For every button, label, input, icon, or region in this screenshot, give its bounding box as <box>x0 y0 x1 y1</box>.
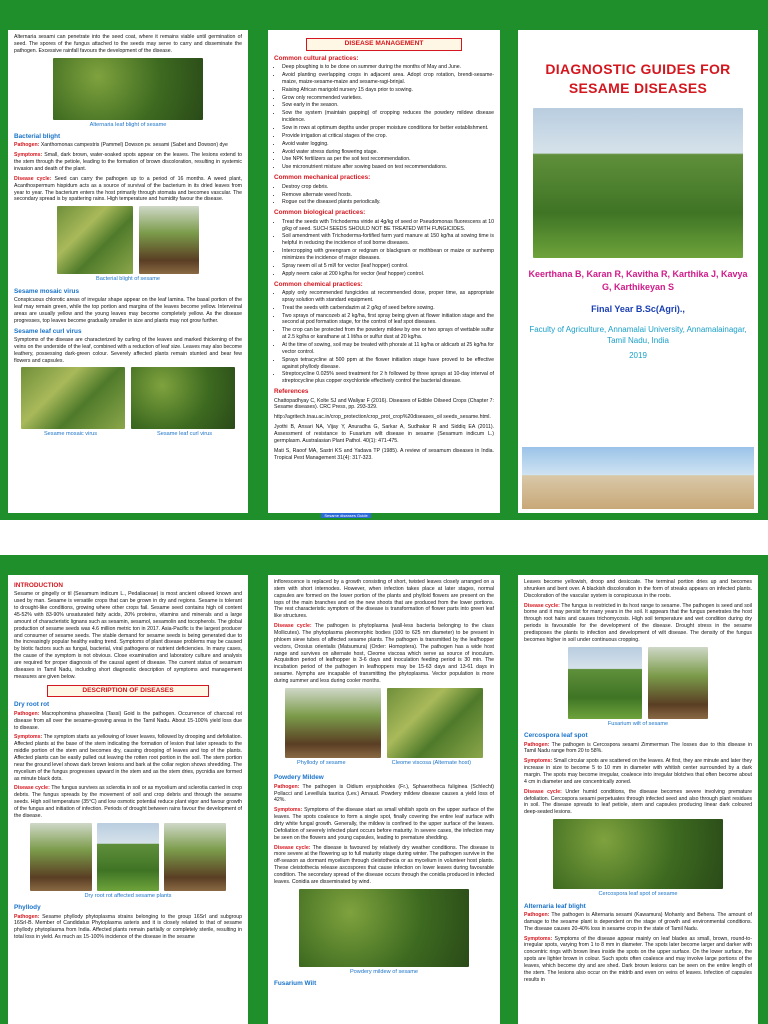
list-item: • Treat the seeds with carbendazim at 2 g/kg of seed before sowing. <box>282 305 494 312</box>
caption-alternaria: Alternaria leaf blight of sesame <box>89 121 167 128</box>
list-item: • Provide irrigation at critical stages of the crop. <box>282 133 494 140</box>
list-item: • Treat the seeds with Trichoderma viride at 4g/kg of seed or Pseudomonas fluorescens at 10 g/kg of seed. SUCH SEEDS SHOULD NOT BE TREATED WITH FUNGICIDES. <box>282 219 494 233</box>
list-item: • Sow the system (maintain gapping) of cropping reduces the powdery mildew disease incidence. <box>282 110 494 124</box>
biological-title: Common biological practices: <box>274 209 366 217</box>
bacterial-blight-title: Bacterial blight <box>14 132 61 140</box>
cultural-list <box>274 64 494 171</box>
caption-leaf-curl: Sesame leaf curl virus <box>157 431 213 438</box>
panel-cover <box>518 30 758 513</box>
bacterial-blight-photo-2 <box>139 206 199 274</box>
page-gap <box>0 520 768 555</box>
panel-phyllody-powdery <box>268 575 500 1024</box>
list-item: • The crop can be protected from the powdery mildew by one or two sprays of wettable sulfur at 2.5 kg/ha or karathane at 1 lit/ha or sulfur dust at 20 kg/ha. <box>282 327 494 341</box>
list-item: • Avoid water stress during flowering stage. <box>282 149 494 156</box>
caption-mosaic: Sesame mosaic virus <box>43 431 98 438</box>
list-item: • Intercropping with greengram or redgram or blackgram or mothbean or maize or sunhemp minimizes the incidence of major diseases. <box>282 248 494 262</box>
mosaic-text: Conspicuous chlorotic areas of irregular shape appear on the leaf lamina. The basal portion of the leaf may remain green, while the top portion and margins of the leaves become yellow. Interveinal areas are usually yellow and the young leaves may become completely yellow. As the disease progresses, top leaves become gradually smaller in size and plants may not grow further. <box>14 297 242 324</box>
dry-pathogen: Pathogen: Macrophomina phaseolina (Tassi) Goid is the pathogen. Occurrence of charcoal rot disease from all over the sesame-growing areas in the Tamil Nadu. About 15-100% yield loss due to disease. <box>14 710 242 731</box>
introduction-text: Sesame or gingelly or til (Sesamum indicum L., Pedaliaceae) is most ancient oilseed known and used by man. Sesame is versatile crops that can be grown in dry and regions. Sesame is tolerant to drought-like conditions, growing where other crops fail. Sesame seed contains high oil content 45-52% with 83-90% unsaturated fatty acids, 20% proteins, vitamins and minerals and a large amount of characteristic lignans such as sesamin, sesamol, sesamolin and tocopherols. The global production of sesame seeds was 4.6 million metric ton in 2017. Asia-Pacific is the largest producer and consumer of sesame seeds. The stable demand for sesame seeds is being generated due to the increasingly popular healthy eating trend. Symptoms of plant disease problems may be caused by biotic factors such as fungal, bacterial, viral pathogens or nutrient deficiencies. In many cases, the cause of the symptom is not obvious. Close examination and laboratory culture and analysis are required for proper diagnosis of the causal agent of disease. The current status of sesamum diseases in Tamil Nadu, including short diagnostic description of symptoms and management measures are given below. <box>14 591 242 680</box>
cerco-pathogen: Pathogen: The pathogen is Cercospora sesami Zimmerman The losses due to this disease in Tamil Nadu range from 20 to 58%. <box>524 741 752 755</box>
bb-cycle: Disease cycle: Seed can carry the pathogen up to a period of 16 months. A weed plant, Acanthospermum hispidum acts as a source of survival of the bacterium in its dried leaves from year to year. The bacterium enters the host primarily through stomata and becomes vascular. The secondary spread is by spattering rains. High temperature and humidity favour the disease. <box>14 175 242 203</box>
alternaria-continuation: Alternaria sesami can penetrate into the seed coat, where it remains viable until germination of seed. The spores of the fungus attached to the seeds may serve to carry and disseminate the pathogen. Excessive rainfall favours the development of the disease. <box>14 34 242 54</box>
fusarium-continuation: Leaves become yellowish, droop and desiccate. The terminal portion dries up and becomes shrunken and bent over. A blackish discoloration in the form of streaks appears on infected plants. Discoloration of the vascular system is conspicuous in the roots. <box>524 579 752 599</box>
dry-symptoms: Symptoms: The symptom starts as yellowing of lower leaves, followed by drooping and defoliation. Affected plants at the base of the stem indicating the formation of lesion that later spreads to the middle portion of the stem and becomes dry, causing drooping of leaves and top of the plants. Affected plants can be easily pulled out leaving the rotten root portion in the soil. The stem portion near the ground level shows dark brown lesions and bark at the collar region shows shredding. The mycelium of the fungus progresses upward in the stem and as the stem dries, pycnidia are formed as minute black dots. <box>14 734 242 782</box>
reference-item: Chattopadhyay C, Kolte SJ and Waliyar F (2016). Diseases of Edible Oilseed Crops (Chapter 7: Sesame diseases). CRC Press, pp. 293-329. <box>274 397 494 411</box>
list-item: • Raising African marigold nursery 15 days prior to sowing. <box>282 87 494 94</box>
fusarium-cycle: Disease cycle: The fungus is restricted in its host range to sesame. The pathogen is seed and soil borne and it may persist for many years in the soil. It appears that the fungus penetrates the host through root hairs and causes trichomycosis. High soil temperature and wet condition during dry periods is favourable for the development of the disease. Drought stress in the sesame predisposes the plants to infection and development of wilt disease. The density of the fungus becomes higher in soil under continuous cropping. <box>524 602 752 643</box>
dry-root-rot-photo-3 <box>164 823 226 891</box>
cover-authors: Keerthana B, Karan R, Kavitha R, Karthika J, Kavya G, Karthikeyan S <box>528 268 748 292</box>
list-item: • Sow early in the season. <box>282 102 494 109</box>
list-item: • Sow in rows at optimum depths under proper moisture conditions for better establishment. <box>282 125 494 132</box>
reference-item: Jyothi B, Ansari NA, Vijay Y, Anuradha G, Sarkar A, Sudhakar R and Siddiq EA (2011). Assessment of resistance to Fusarium wilt disease in sesame (Sesamum indicum L.) germplasm. Australasian Plant Pathol. 40(1): 471-475. <box>274 424 494 444</box>
phyllody-pathogen: Pathogen: Sesame phyllody phytoplasma strains belonging to the group 16SrI and subgroup 16SrI-B. Member of Candidatus Phytoplasma asteris and it is closely related to that of sesame phyllody phytoplasma from India. Affected plants remain partially or completely sterile, resulting in total loss in yield. As much as 15-100% incidence of the disease in the sesame <box>14 913 242 941</box>
alt-pathogen: Pathogen: The pathogen is Alternaria sesami (Kawamura) Mohanty and Behera. The amount of damage to the sesame plant is dependent on the stage of growth and environmental conditions. The disease causes 20-40% loss in sesame crop in the state of Tamil Nadu. <box>524 911 752 932</box>
introduction-title: INTRODUCTION <box>14 582 63 589</box>
alternaria-title: Alternaria leaf blight <box>524 902 586 910</box>
list-item: • Grow only recommended varieties. <box>282 95 494 102</box>
reference-item: http://agritech.tnau.ac.in/crop_protection/crop_prot_crop%20diseases_oil seeds_sesame.html. <box>274 414 491 421</box>
chemical-title: Common chemical practices: <box>274 280 363 288</box>
university-building-photo <box>522 447 754 509</box>
cerco-cycle: Disease cycle: Under humid conditions, the disease becomes severe involving premature defoliation. Cercospora sesami perpetuates through infected seed and also through plant residues in soil. The disease spreads to leaf petiole, stem and capsules producing linear dark coloured deep-seated lesions. <box>524 788 752 816</box>
leaf-curl-photo <box>131 367 235 429</box>
panel-disease-management <box>268 30 500 513</box>
description-heading: DESCRIPTION OF DISEASES <box>47 685 209 698</box>
phyllody-continuation: inflorescence is replaced by a growth consisting of short, twisted leaves closely arranged on a stem with short internodes. However, when infection takes place at later stages, normal capsules are formed on the lower portion of the plants and phylloid flowers are present on the tops of the main branches and on the new shoots that are produced from the lower portions. The rest characteristic symptom of the disease is transformation of flower parts into green leaf like structures. <box>274 579 494 620</box>
cover-faculty: Faculty of Agriculture, Annamalai University, Annamalainagar, Tamil Nadu, India <box>529 324 747 345</box>
list-item: • Avoid planting overlapping crops in adjacent area. Adopt crop rotation, brendi-sesame-maize, maize-sesame-maize and sesame-ragi-brinjal. <box>282 72 494 86</box>
panel-fusarium-cercospora <box>518 575 758 1024</box>
alt-symptoms: Symptoms: Symptoms of the disease appear mainly on leaf blades as small, brown, round-to-irregular spots, varying from 1 to 8 mm in diameter. The spots later become larger and darker with concentric rings with brown lines inside the spots on the upper surface. On the lower surface, the spots are lighter brown in colour. Such spots often coalesce and may involve large portions of the leaves, which become dry and are shed. Dark brown lesions can be seen on the entire length of the stem. The lesions also occur on the midrib and even on veins of leaves. Infection of capsules results in <box>524 935 752 983</box>
caption-phyllody: Phyllody of sesame <box>297 759 346 766</box>
list-item: • Soil amendment with Trichoderma-fortified farm yard manure at 150 kg/ha at sowing time is helpful in reducing the incidence of soil borne diseases. <box>282 233 494 247</box>
list-item: • Apply neem cake at 200 kg/ha for vector (leaf hopper) control. <box>282 271 494 278</box>
dry-root-rot-title: Dry root rot <box>14 701 50 709</box>
cultural-title: Common cultural practices: <box>274 54 359 62</box>
pm-pathogen: Pathogen: The pathogen is Oidium erysiphoides (Fr.), Sphaerotheca fuliginea (Schlecht) Pollacci and Leveillula taurica (Lev.) Arnaud. Powdery mildew disease causes a yield loss of 42%. <box>274 783 494 804</box>
list-item: • At the time of sowing, soil may be treated with phorate at 11 kg/ha or aldicarb at 25 kg/ha for vector control. <box>282 342 494 356</box>
list-item: • Use NPK fertilizers as per the soil test recommendation. <box>282 156 494 163</box>
list-item: • Two sprays of mancozeb at 2 kg/ha, first spray being given at flower initiation stage and the second at pod formation stage, for the control of leaf spot diseases. <box>282 313 494 327</box>
cerco-symptoms: Symptoms: Small circular spots are scattered on the leaves. At first, they are minute and later they increase in size to become 5 to 10 mm in diameter with whitish center surrounded by a dark margin. The spots may become irregular, coalesce into irregular blotches that often become about 4 cm in diameter and are concentrically zoned. <box>524 758 752 785</box>
caption-bacterial-blight: Bacterial blight of sesame <box>95 276 161 283</box>
list-item: • Sprays tetracycline at 500 ppm at the flower initiation stage have proved to be effective against phyllody disease. <box>282 357 494 371</box>
list-item: • Remove alternate weed hosts. <box>282 192 494 199</box>
list-item: • Apply only recommended fungicides at recommended dose, proper time, as appropriate spray solution with standard equipment. <box>282 290 494 304</box>
leaf-curl-text: Symptoms of the disease are characterized by curling of the leaves and marked thickening of the veins on the underside of the leaf, combined with a reduction of leaf size. Leaves may also become leathery, possessing dark-green colour. Severely affected plants remain stunted and bear few flowers and capsules. <box>14 337 242 364</box>
phyllody-cycle: Disease cycle: The pathogen is phytoplasma (wall-less bacteria belonging to the class Mollicutes). The phytoplasma pleomorphic bodies (100 to 625 nm diameter) to be present in phloem sieve tubes of affected sesame plants. The pathogen is transmitted by the leafhopper vectors, Orosius orientalis (Matsumura) (Order: Homoptera). The pathogen has a wide host range and survives on alternate host, Cleome viscosa which serve as source of inoculum. Acquisition period of leafhopper is 3-6 days and inoculation feeding period is 30 min. The incubation period of the pathogen in leafhoppers may be 15-63 days and 13-61 days in sesame. Nymphs are incapable of transmitting the phytoplasma. Vector population is more during summer and less during cooler months. <box>274 623 494 685</box>
sesame-field-photo <box>533 108 743 258</box>
phyllody-title: Phyllody <box>14 904 41 912</box>
list-item: • Use micronutrient mixture after sowing based on test recommendations. <box>282 164 494 171</box>
cover-title: DIAGNOSTIC GUIDES FOR SESAME DISEASES <box>545 61 731 96</box>
list-item: • Spray neem oil at 5 ml/l for vector (leaf hopper) control. <box>282 263 494 270</box>
cercospora-title: Cercospora leaf spot <box>524 732 588 740</box>
mosaic-photo <box>21 367 125 429</box>
caption-powdery-mildew: Powdery mildew of sesame <box>349 968 419 975</box>
footer-strip: Sesame diseases Guide <box>226 513 466 519</box>
chemical-list <box>274 290 494 385</box>
alternaria-leaf-photo <box>53 58 203 120</box>
mosaic-title: Sesame mosaic virus <box>14 287 80 295</box>
mechanical-list <box>274 184 494 207</box>
bb-symptoms: Symptoms: Small, dark brown, water-soaked spots appear on the leaves. The lesions extend to the stem through the petiole, leading to the formation of brown discoloration, resulting in systemic invasion and death of the plant. <box>14 152 242 172</box>
dry-root-rot-photo-2 <box>97 823 159 891</box>
caption-cleome: Cleome viscosa (Alternate host) <box>391 759 471 766</box>
disease-management-heading: DISEASE MANAGEMENT <box>306 38 462 51</box>
leaf-curl-title: Sesame leaf curl virus <box>14 327 82 335</box>
bb-pathogen: Pathogen: Xanthomonas campestris (Pammel) Dowson pv. sesami (Sabet and Dowson) dye <box>14 142 228 149</box>
powdery-mildew-photo <box>299 889 469 967</box>
cover-year: 2019 <box>629 351 647 361</box>
list-item: • Deep ploughing is to be done on summer during the months of May and June. <box>282 64 494 71</box>
caption-dry-root-rot: Dry root rot affected sesame plants <box>84 892 172 899</box>
reference-item: Mati S, Raoof MA, Sastri KS and Yadava TP (1985). A review of sesamum diseases in India. Tropical Pest Management 31(4): 317-323. <box>274 447 494 461</box>
panel-introduction <box>8 575 248 1024</box>
panel-alternaria-bacterial-virus <box>8 30 248 513</box>
references-title: References <box>274 388 309 396</box>
fusarium-photo-1 <box>568 647 642 719</box>
bacterial-blight-photo-1 <box>57 206 133 274</box>
caption-cercospora: Cercospora leaf spot of sesame <box>598 891 678 898</box>
cercospora-photo <box>553 819 723 889</box>
biological-list <box>274 219 494 278</box>
caption-fusarium: Fusarium wilt of sesame <box>607 720 669 727</box>
list-item: • Avoid water logging. <box>282 141 494 148</box>
fusarium-title: Fusarium Wilt <box>274 980 317 988</box>
pm-cycle: Disease cycle: The disease is favoured by relatively dry weather conditions. The disease is more severe at the flowering up to full maturity stage during winter. The pathogen survive in the off-season as dormant mycelium through cleistothecia or as mycelium in volunteer host plants. These cleistothecia release ascospores that cause infection on lower leaves during favourable condition. The secondary spread of the disease occurs through the conidia produced in infected leaves. Conidia are disseminated by wind. <box>274 844 494 885</box>
pm-symptoms: Symptoms: Symptoms of the disease start as small whitish spots on the upper surface of the leaves. The spots coalesce to form a single spot, finally covering the entire leaf surface with dirty white fungal growth. Generally, the mildew is confined to the upper surface of the leaves. Defoliation of severely infected plant occurs before maturity. In severe cases, the infection may be seen on the flowers and young capsules, leading to premature shedding. <box>274 807 494 841</box>
fusarium-photo-2 <box>648 647 708 719</box>
list-item: • Destroy crop debris. <box>282 184 494 191</box>
list-item: • Streptocycline 0.025% seed treatment for 2 h followed by three sprays at 10-day interval of streptocycline plus copper oxychloride effectively control the bacterial disease. <box>282 371 494 385</box>
mechanical-title: Common mechanical practices: <box>274 174 371 182</box>
powdery-mildew-title: Powdery Mildew <box>274 774 324 782</box>
cleome-photo <box>387 688 483 758</box>
dry-cycle: Disease cycle: The fungus survives as sclerotia in soil or as mycelium and sclerotia carried in crop debris. The fungus spreads by the movement of soil and crop debris and through the sesame seeds. High soil temperature (35°C) and low osmotic potential reduce plant vigor and favour growth of the fungus and initiation of infection. Periods of drought between rains favour the development of the disease. <box>14 785 242 819</box>
phyllody-photo <box>285 688 381 758</box>
cover-degree: Final Year B.Sc(Agri)., <box>591 303 685 314</box>
list-item: • Rogue out the diseased plants periodically. <box>282 199 494 206</box>
dry-root-rot-photo-1 <box>30 823 92 891</box>
